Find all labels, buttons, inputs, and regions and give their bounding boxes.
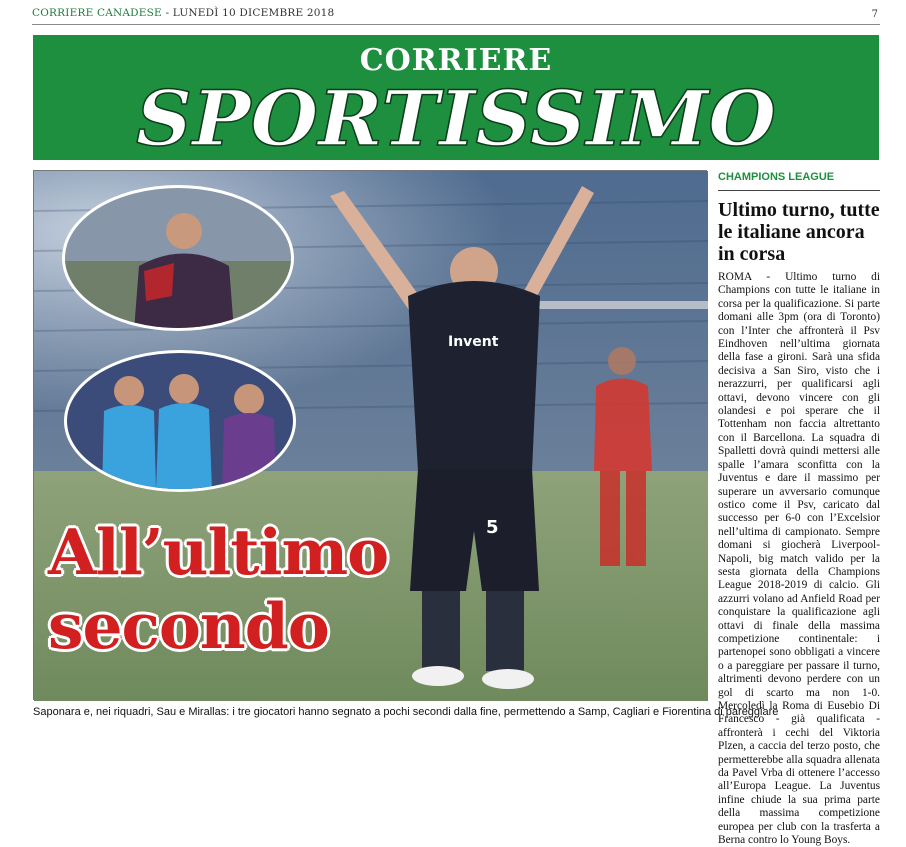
section-masthead [33,35,879,163]
top-rule [32,24,880,25]
inset-oval-bottom [64,350,296,492]
article-title: Ultimo turno, tutte le italiane ancora in corsa [718,199,880,265]
article-kicker: CHAMPIONS LEAGUE [718,171,835,183]
issue-date: LUNEDÌ 10 DICEMBRE 2018 [172,7,335,19]
photo-caption: Saponara e, nei riquadri, Sau e Mirallas: i tre giocatori hanno segnato a pochi secondi dalla fine, permettendo a Samp, Cagliari e Fiorentina di pareggiare [33,706,779,718]
kicker-rule [718,190,880,191]
headline-line-1: All’ultimo [48,515,389,589]
masthead-brand-large: SPORTISSIMO [136,74,777,163]
masthead-brand-small: CORRIERE [359,43,553,78]
running-head-paper [32,7,334,19]
paper-name: CORRIERE CANADESE [32,7,162,19]
inset-oval-top [62,185,294,331]
masthead-brand-large-svg [33,35,879,163]
article-body: ROMA - Ultimo turno di Champions con tutte le italiane in corsa per la qualificazione. Si parte domani alle 3pm (ora di Toronto) con l’Inter che affronterà il Psv Eindhoven nell’ultima giornata della fase a gironi. Sarà una sfida decisiva a San Siro, visto che i nerazzurri, per qualificarsi agli ottavi, devono vincere con gli olandesi e poi sperare che il Tottenham non faccia altrettanto con il Barcellona. La squadra di Spalletti dovrà quindi mettersi alle spalle l’amara sconfitta con la Juventus e dare il massimo per superare un avversario comunque ostico come il Psv, caricato dal successo per 6-0 con l’Excelsior nell’ultima di campionato. Sempre domani si giocherà Liverpool-Napoli, big match valido per la sesta giornata della Champions League 2018-2019 di calcio. Gli azzurri volano ad Anfield Road per conquistare la qualificazione agli ottavi di finale della massima competizione continentale: i partenopei sono obbligati a vincere o a pareggiare per passare il turno, altrimenti devono perdere con un gol di scarto ma non 1-0. Mercoledì la Roma di Eusebio Di Francesco - già qualificata - affronterà i cechi del Viktoria Plzen, a caccia del terzo posto, che permetterebbe alla squadra allenata da Pavel Vrba di ottenere l’accesso all’Europa League. La Juventus infine chiude la sua prima parte della massima competizione europea per club con la trasferta a Berna contro lo Young Boys. [718,271,880,847]
jersey-sponsor: Invent [448,334,499,350]
page-number: 7 [871,9,878,20]
goal-post [534,301,708,309]
sidebar-article [718,170,880,847]
jersey-number: 5 [486,517,499,538]
running-head-separator: - [161,7,173,19]
photo-headline [48,515,468,663]
running-head [32,7,880,23]
headline-line-2: secondo [48,589,329,663]
